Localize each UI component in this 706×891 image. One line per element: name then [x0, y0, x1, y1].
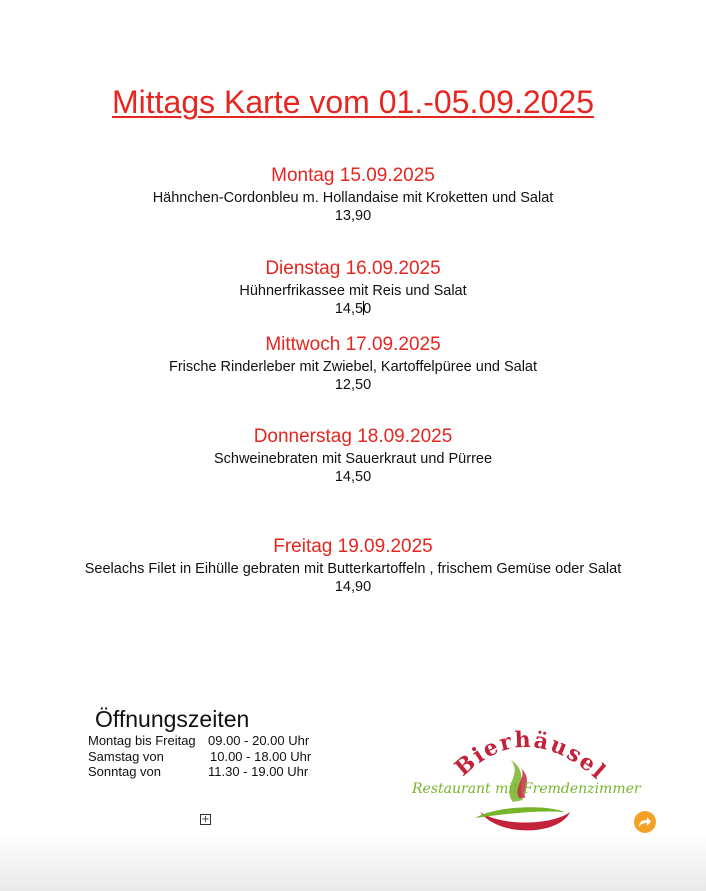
- hours-label: Samstag von: [88, 748, 164, 764]
- opening-hours-table: [88, 733, 311, 780]
- hours-row: [88, 749, 311, 765]
- hours-value: 09.00 - 20.00 Uhr: [208, 733, 310, 748]
- plus-box-icon[interactable]: +: [201, 814, 210, 825]
- hours-value: 11.30 - 19.00 Uhr: [208, 764, 309, 779]
- dish-text: Schweinebraten mit Sauerkraut und Pürree: [213, 451, 493, 467]
- price-text: 14,90: [334, 579, 372, 595]
- price-part: 0: [363, 301, 372, 317]
- day-wednesday: [0, 334, 706, 394]
- price-text: 13,90: [334, 208, 372, 224]
- day-name: Montag 15.09.2025: [271, 165, 435, 186]
- svg-text:Bierhäusel: [450, 727, 612, 786]
- share-arrow-icon[interactable]: [634, 811, 656, 833]
- day-name: Donnerstag 18.09.2025: [253, 426, 453, 447]
- hours-label: Sonntag von: [88, 764, 162, 779]
- hours-label: Montag bis Freitag: [88, 733, 196, 748]
- dish-text: Hühnerfrikassee mit Reis und Salat: [239, 283, 467, 299]
- day-tuesday: [0, 258, 706, 318]
- day-thursday: [0, 426, 706, 486]
- opening-hours-title: Öffnungszeiten: [95, 706, 250, 732]
- hours-value: 10.00 - 18.00 Uhr: [210, 748, 312, 764]
- price-text[interactable]: [0, 300, 706, 318]
- price-text: 12,50: [334, 377, 372, 393]
- day-friday: [0, 536, 706, 596]
- menu-title: Mittags Karte vom 01.-05.09.2025: [111, 84, 595, 120]
- dish-text: Seelachs Filet in Eihülle gebraten mit Butterkartoffeln , frischem Gemüse oder Salat: [84, 561, 622, 577]
- day-name: Mittwoch 17.09.2025: [265, 334, 441, 355]
- day-monday: [0, 165, 706, 225]
- hours-row: [88, 764, 311, 780]
- day-name: Dienstag 16.09.2025: [265, 258, 441, 279]
- hours-row: [88, 733, 311, 749]
- share-arrow-glyph: [638, 816, 652, 828]
- price-part: 14,5: [334, 301, 364, 317]
- logo-name: Bierhäusel: [449, 726, 612, 786]
- price-text: 14,50: [334, 469, 372, 485]
- day-name: Freitag 19.09.2025: [273, 536, 433, 557]
- logo-subtitle: Restaurant mit Fremdenzimmer: [412, 781, 641, 797]
- dish-text: Hähnchen-Cordonbleu m. Hollandaise mit Kroketten und Salat: [152, 190, 554, 206]
- dish-text: Frische Rinderleber mit Zwiebel, Kartoffelpüree und Salat: [168, 359, 538, 375]
